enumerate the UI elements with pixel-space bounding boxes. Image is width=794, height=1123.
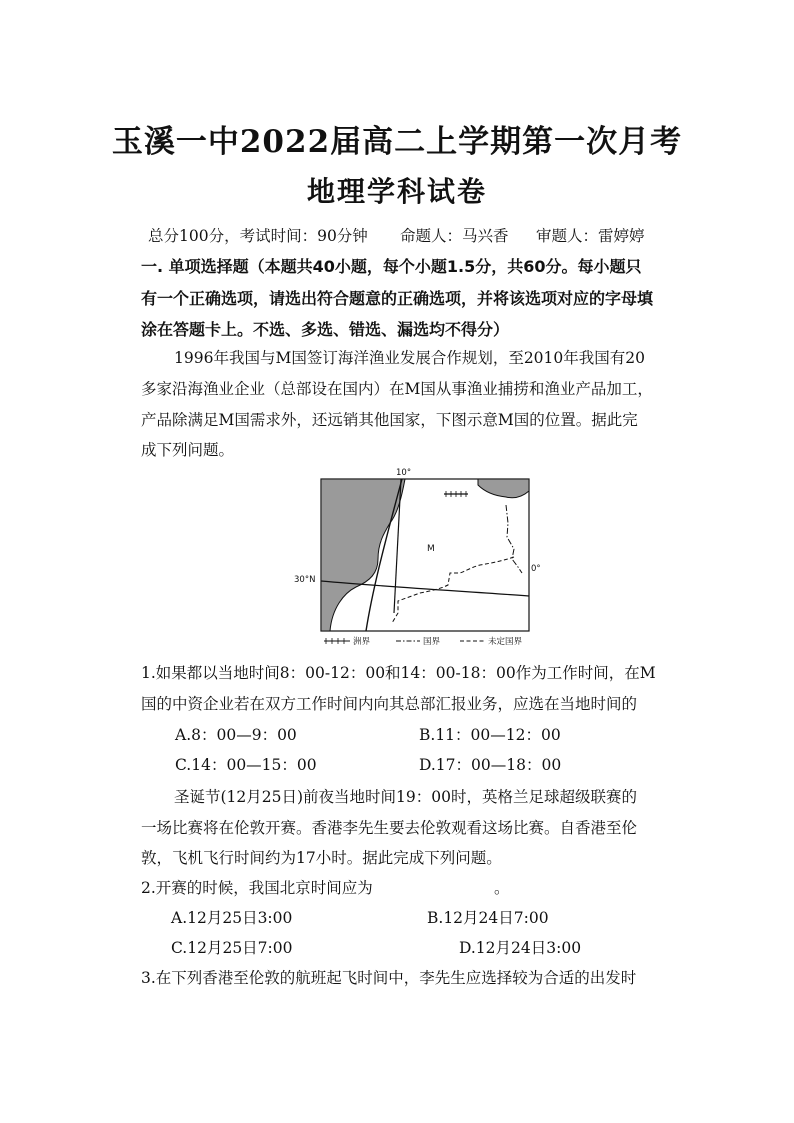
q2-option-b: B.12月24日7:00 [427, 909, 549, 927]
q1-stem-line-2: 国的中资企业若在双方工作时间内向其总部汇报业务，应选在当地时间的 [141, 695, 638, 713]
passage1-line-4: 成下列问题。 [141, 441, 235, 459]
q1-option-a: A.8：00—9：00 [175, 726, 297, 744]
section-header-line-3: 涂在答题卡上。不选、多选、错选、漏选均不得分） [141, 320, 510, 339]
map-lat-label: 30°N [294, 575, 316, 585]
legend-national-label: 国界 [423, 637, 441, 647]
passage2-line-1: 圣诞节(12月25日)前夜当地时间19：00时，英格兰足球超级联赛的 [174, 788, 637, 806]
meta-reviewer: 审题人：雷婷婷 [536, 227, 645, 245]
meta-total: 总分100分，考试时间：90分钟 [148, 227, 368, 245]
q1-stem-line-1: 1.如果都以当地时间8：00-12：00和14：00-18：00作为工作时间，在M [141, 664, 656, 682]
passage1-line-1: 1996年我国与M国签订海洋渔业发展合作规划，至2010年我国有20 [174, 349, 645, 367]
map-lon-label: 10° [396, 468, 412, 478]
legend-continent-label: 洲界 [353, 637, 371, 647]
q1-option-c: C.14：00—15：00 [175, 756, 317, 774]
q2-option-d: D.12月24日3:00 [459, 939, 582, 957]
map-lon0-label: 0° [531, 564, 541, 574]
section-header-line-2: 有一个正确选项，请选出符合题意的正确选项，并将该选项对应的字母填 [141, 289, 654, 308]
q2-blank-end: 。 [494, 879, 510, 897]
passage1-line-2: 多家沿海渔业企业（总部设在国内）在M国从事渔业捕捞和渔业产品加工， [141, 380, 653, 398]
q1-option-b: B.11：00—12：00 [419, 726, 561, 744]
section-header-line-1: 一. 单项选择题（本题共40小题，每个小题1.5分，共60分。每小题只 [141, 257, 642, 276]
map-country-label: M [427, 544, 435, 554]
meta-author: 命题人：马兴香 [400, 227, 509, 245]
passage1-line-3: 产品除满足M国需求外，还远销其他国家，下图示意M国的位置。据此完 [141, 411, 638, 429]
q1-option-d: D.17：00—18：00 [419, 756, 562, 774]
exam-subtitle: 地理学科试卷 [306, 175, 487, 208]
passage2-line-3: 敦，飞机飞行时间约为17小时。据此完成下列问题。 [141, 849, 502, 867]
exam-title: 玉溪一中2022届高二上学期第一次月考 [111, 124, 683, 160]
m-country-map [294, 463, 542, 653]
passage2-line-2: 一场比赛将在伦敦开赛。香港李先生要去伦敦观看这场比赛。自香港至伦 [141, 819, 638, 837]
legend-undetermined-label: 未定国界 [488, 637, 523, 647]
q2-option-a: A.12月25日3:00 [171, 909, 293, 927]
q2-option-c: C.12月25日7:00 [171, 939, 293, 957]
q2-stem: 2.开赛的时候，我国北京时间应为 [141, 879, 373, 897]
q3-stem: 3.在下列香港至伦敦的航班起飞时间中，李先生应选择较为合适的出发时 [141, 969, 637, 987]
